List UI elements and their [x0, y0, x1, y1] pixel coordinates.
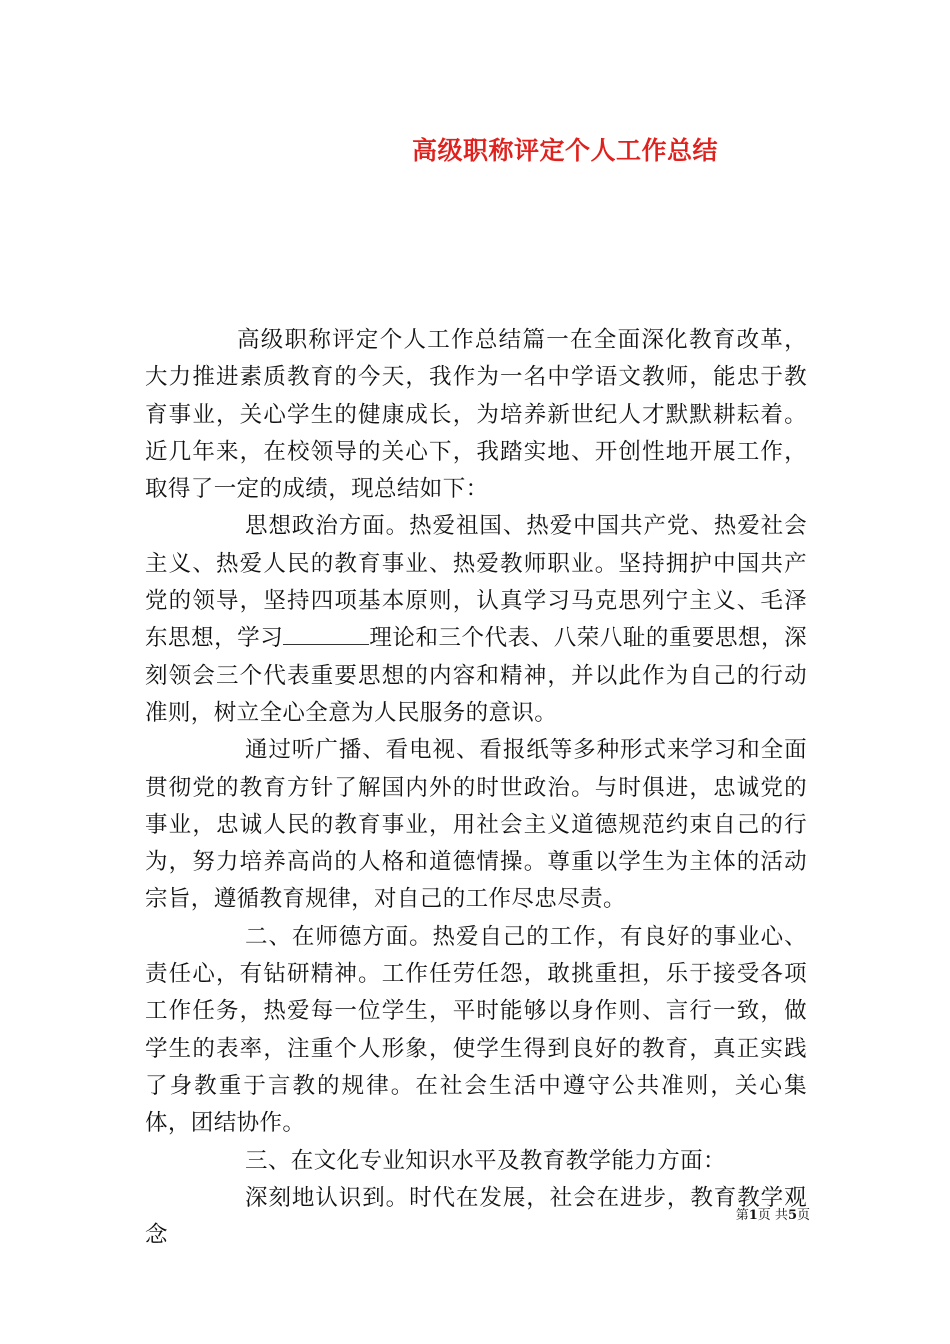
- paragraph-study: 通过听广播、看电视、看报纸等多种形式来学习和全面贯彻党的教育方针了解国内外的时世政治。与时俱进，忠诚党的事业，忠诚人民的教育事业，用社会主义道德规范约束自己的行为，努力培养高尚的人格和道德情操。尊重以学生为主体的活动宗旨，遵循教育规律，对自己的工作尽忠尽责。: [145, 737, 807, 913]
- paragraph-ethics: 二、在师德方面。热爱自己的工作，有良好的事业心、责任心，有钻研精神。工作任劳任怨，敢挑重担，乐于接受各项工作任务，热爱每一位学生，平时能够以身作则、言行一致，做学生的表率，注重个人形象，使学生得到良好的教育，真正实践了身教重于言教的规律。在社会生活中遵守公共准则，关心集体，团结协作。: [145, 923, 807, 1137]
- page-number-footer: [700, 1207, 810, 1225]
- paragraph-intro: 高级职称评定个人工作总结篇一在全面深化教育改革，大力推进素质教育的今天，我作为一名中学语文教师，能忠于教育事业，关心学生的健康成长，为培养新世纪人才默默耕耘着。近几年来，在校领导的关心下，我踏实地、开创性地开展工作，取得了一定的成绩，现总结如下：: [145, 327, 807, 503]
- paragraph-professional: 深刻地认识到。时代在发展，社会在进步，教育教学观念: [145, 1184, 807, 1249]
- paragraph-political-text-before: 思想政治方面。热爱祖国、热爱中国共产党、热爱社会主义、热爱人民的教育事业、热爱教师职业。坚持拥护中国共产党的领导，坚持四项基本原则，认真学习马克思列宁主义、毛泽东思想，学习: [145, 513, 807, 652]
- blank-underline: [283, 626, 369, 645]
- footer-middle: 页 共: [757, 1208, 788, 1223]
- footer-suffix: 页: [796, 1208, 810, 1223]
- paragraph-professional-heading: 三、在文化专业知识水平及教育教学能力方面：: [245, 1147, 726, 1174]
- footer-prefix: 第: [735, 1208, 749, 1223]
- document-body: [145, 322, 807, 1254]
- document-title: 高级职称评定个人工作总结: [411, 136, 718, 165]
- paragraph-political-text-after: 理论和三个代表、八荣八耻的重要思想，深刻领会三个代表重要思想的内容和精神，并以此作为自己的行动准则，树立全心全意为人民服务的意识。: [145, 625, 807, 726]
- paragraph-political: [145, 508, 807, 732]
- footer-total-pages: 5: [787, 1208, 797, 1223]
- footer-current-page: 1: [748, 1208, 758, 1223]
